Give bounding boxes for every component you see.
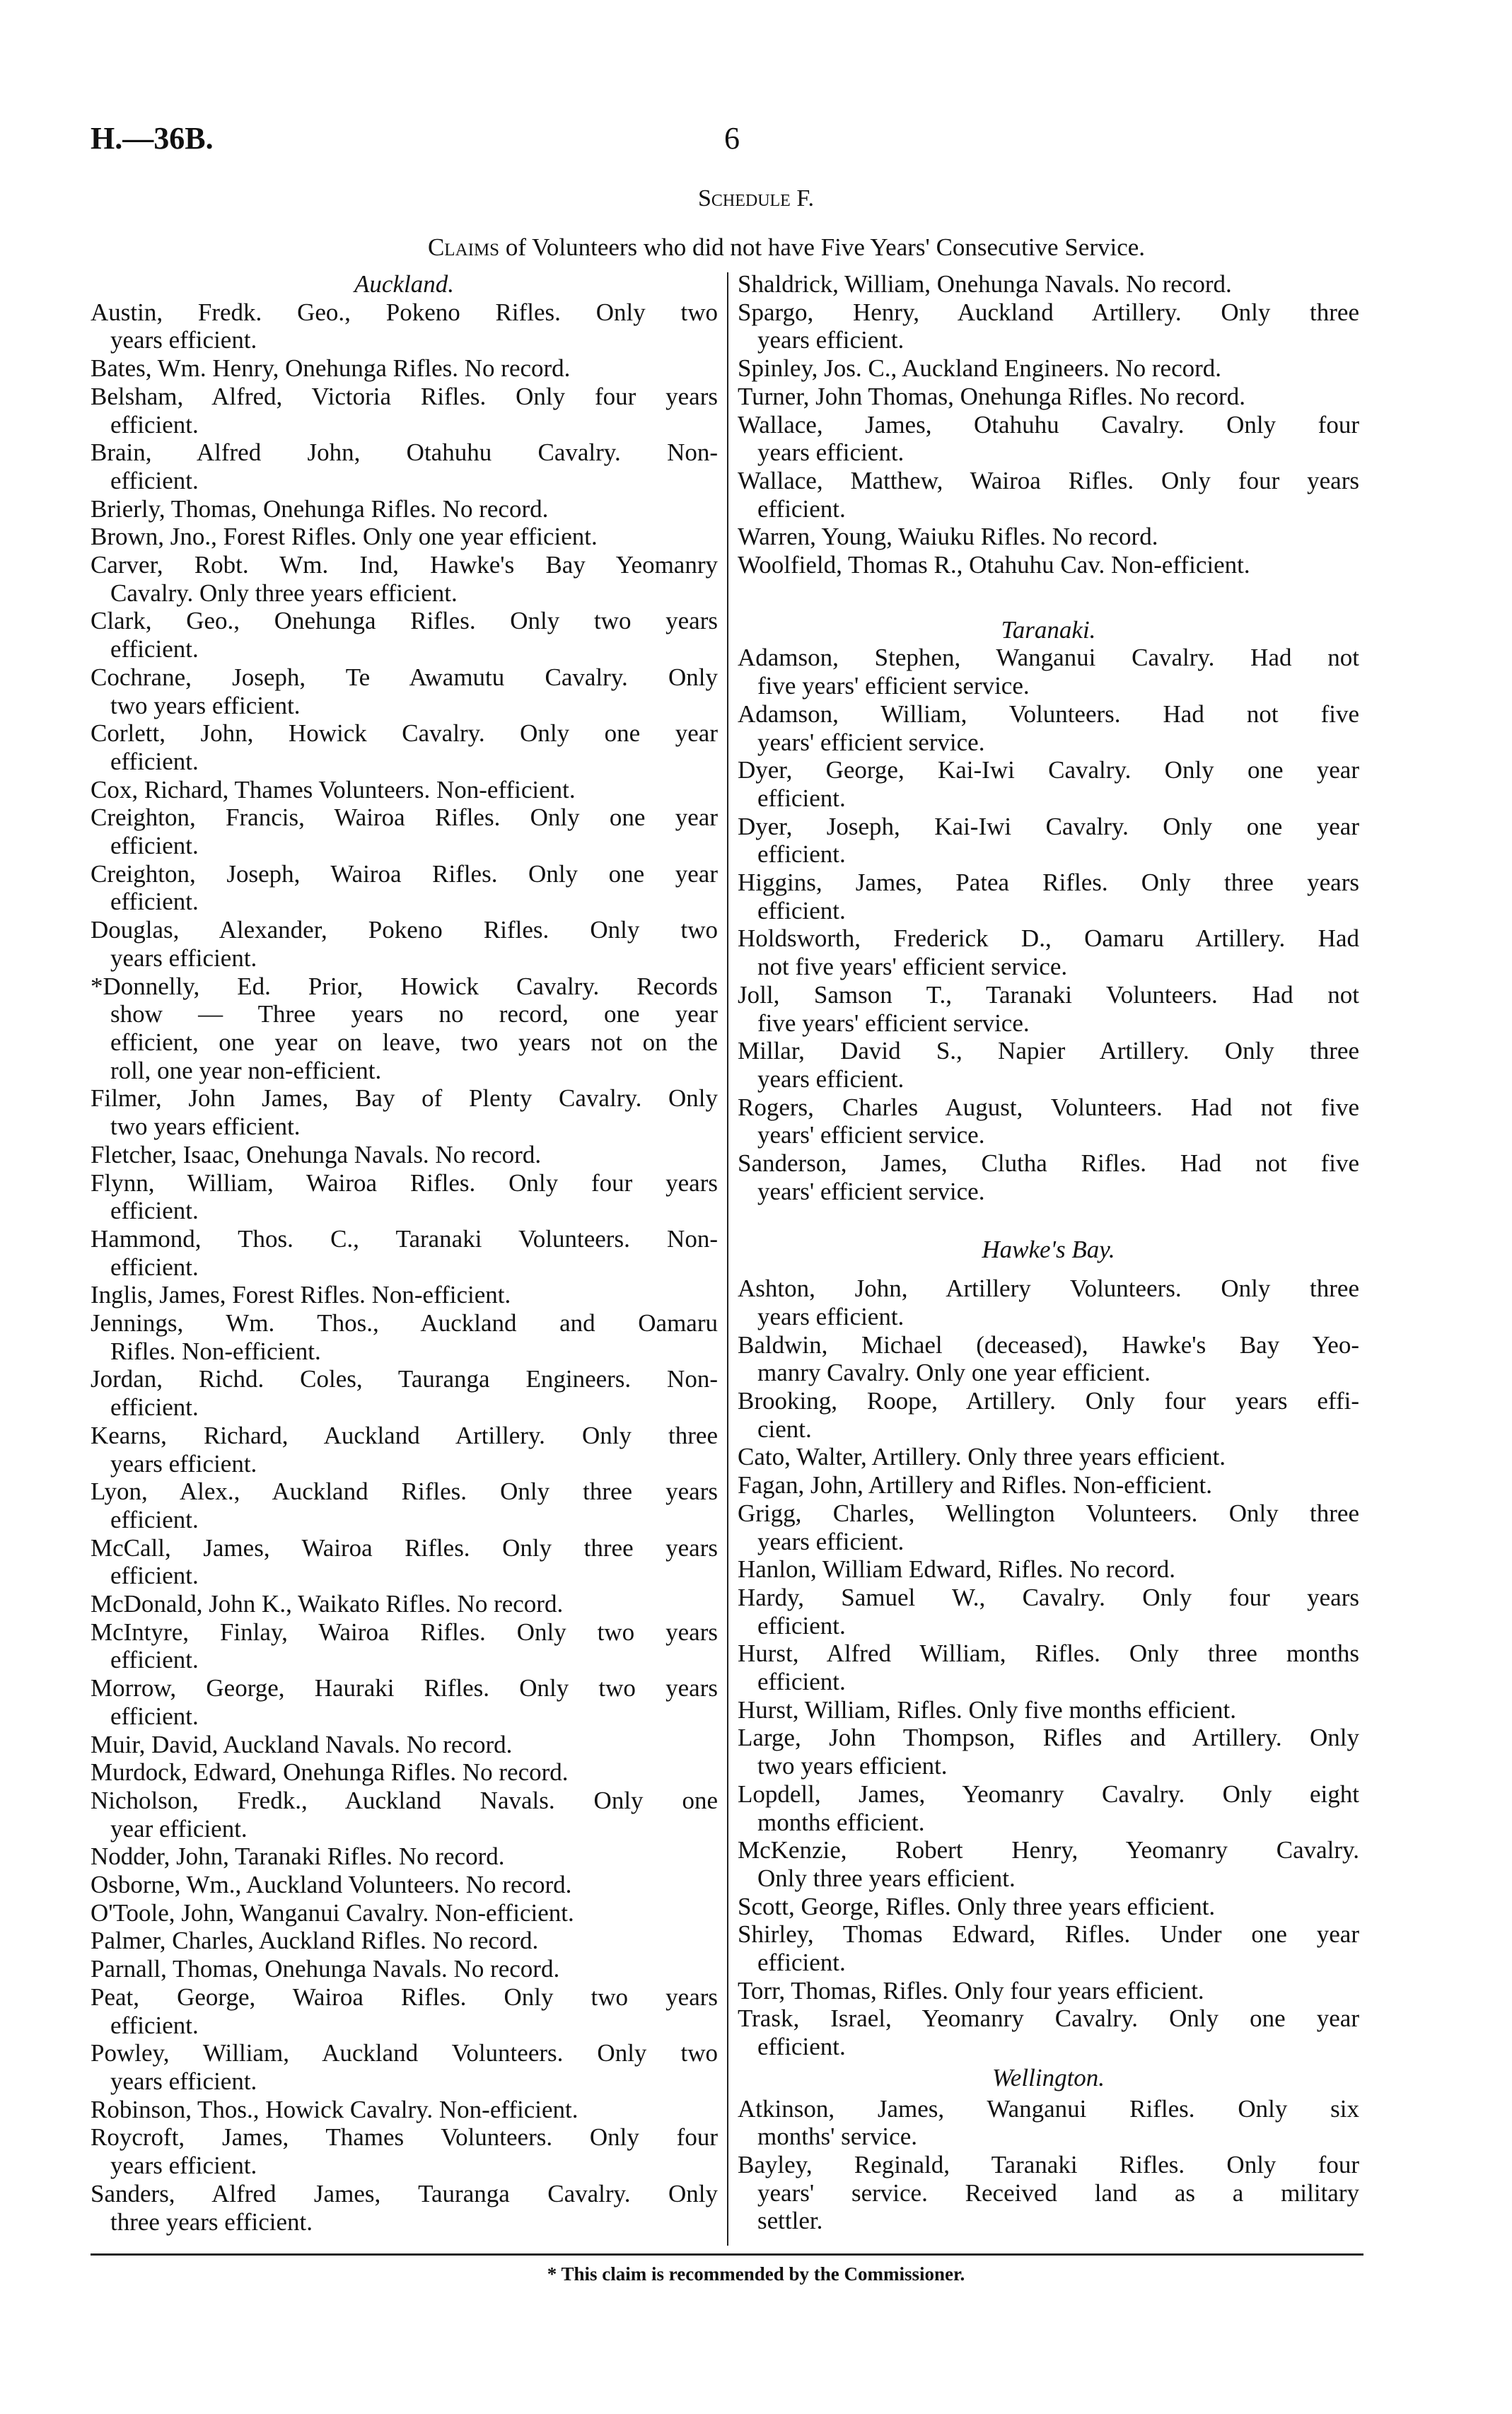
entry-line: Filmer, John James, Bay of Plenty Cavalry. Only <box>91 1084 718 1113</box>
entry-line: Sanders, Alfred James, Tauranga Cavalry. Only <box>91 2179 718 2207</box>
entry-line: years efficient. <box>110 1449 257 1478</box>
claim-entry <box>91 1731 718 1759</box>
entry-line: two years efficient. <box>110 1113 301 1141</box>
entry-line: Cox, Richard, Thames Volunteers. Non-efficient. <box>91 775 576 803</box>
claim-entry <box>91 523 718 551</box>
entry-line: manry Cavalry. Only one year efficient. <box>757 1359 1151 1387</box>
claim-entry <box>91 383 718 439</box>
entry-line: efficient. <box>757 896 846 924</box>
entry-line: years' service. Received land as a military <box>757 2178 1359 2207</box>
section-heading: Wellington. <box>991 2063 1105 2091</box>
entry-line: Trask, Israel, Yeomanry Cavalry. Only one year <box>738 2004 1359 2033</box>
entry-line: efficient. <box>110 2011 199 2039</box>
claim-entry <box>91 1084 718 1140</box>
entry-line: Millar, David S., Napier Artillery. Only three <box>738 1037 1359 1065</box>
entry-line: Osborne, Wm., Auckland Volunteers. No record. <box>91 1871 572 1899</box>
claim-entry <box>738 2095 1359 2151</box>
claim-entry <box>738 644 1359 700</box>
entry-line: efficient. <box>757 840 846 869</box>
entry-line: Adamson, Stephen, Wanganui Cavalry. Had not <box>738 644 1359 672</box>
claim-entry <box>91 1478 718 1533</box>
subtitle-text: of Volunteers who did not have Five Years' Consecutive Service. <box>499 233 1146 261</box>
entry-line: efficient. <box>110 1646 199 1674</box>
entry-line: Flynn, William, Wairoa Rifles. Only four years <box>91 1168 718 1197</box>
entry-line: Hurst, Alfred William, Rifles. Only three months <box>738 1640 1359 1668</box>
claim-entry <box>91 1955 718 1983</box>
claim-entry <box>738 924 1359 980</box>
entry-line: Rogers, Charles August, Volunteers. Had not five <box>738 1093 1359 1121</box>
entry-line: Rifles. Non-efficient. <box>110 1337 321 1365</box>
entry-line: O'Toole, John, Wanganui Cavalry. Non-efficient. <box>91 1898 574 1927</box>
entry-line: Bates, Wm. Henry, Onehunga Rifles. No record. <box>91 354 571 383</box>
entry-line: Palmer, Charles, Auckland Rifles. No record. <box>91 1927 539 1955</box>
claim-entry <box>91 1674 718 1730</box>
entry-line: Brooking, Roope, Artillery. Only four years effi- <box>738 1387 1359 1415</box>
entry-line: show — Three years no record, one year <box>110 1000 718 1028</box>
entry-line: years efficient. <box>110 2067 257 2095</box>
entry-line: Corlett, John, Howick Cavalry. Only one year <box>91 719 718 748</box>
entry-line: Hardy, Samuel W., Cavalry. Only four years <box>738 1583 1359 1611</box>
entry-line: Belsham, Alfred, Victoria Rifles. Only four years <box>91 382 718 410</box>
claim-entry <box>738 270 1359 298</box>
entry-line: Torr, Thomas, Rifles. Only four years efficient. <box>738 1976 1204 2004</box>
entry-line: Roycroft, James, Thames Volunteers. Only four <box>91 2123 718 2152</box>
entry-line: Wallace, James, Otahuhu Cavalry. Only four <box>738 410 1359 439</box>
claim-entry <box>91 1281 718 1309</box>
claim-entry <box>738 1471 1359 1499</box>
entry-line: years' efficient service. <box>757 728 985 756</box>
entry-line: Hanlon, William Edward, Rifles. No record. <box>738 1555 1176 1584</box>
entry-line: efficient. <box>110 410 199 439</box>
entry-line: efficient. <box>757 494 846 523</box>
claim-entry <box>738 1443 1359 1471</box>
claim-entry <box>91 607 718 663</box>
entry-line: Shaldrick, William, Onehunga Navals. No record. <box>738 270 1232 298</box>
entry-line: not five years' efficient service. <box>757 953 1068 981</box>
entry-line: Nicholson, Fredk., Auckland Navals. Only one <box>91 1786 718 1814</box>
claim-entry <box>91 1169 718 1225</box>
entry-line: efficient. <box>110 635 199 663</box>
entry-line: Wallace, Matthew, Wairoa Rifles. Only four years <box>738 466 1359 494</box>
entry-line: three years efficient. <box>110 2207 313 2236</box>
claim-entry <box>91 1365 718 1421</box>
claim-entry <box>91 1225 718 1281</box>
claim-entry <box>738 1977 1359 2005</box>
entry-line: Only three years efficient. <box>757 1864 1016 1892</box>
footnote: * This claim is recommended by the Commissioner. <box>547 2263 965 2285</box>
page-number: 6 <box>724 121 740 156</box>
column-divider <box>727 272 728 2246</box>
entry-line: Douglas, Alexander, Pokeno Rifles. Only two <box>91 916 718 944</box>
claim-entry <box>738 1275 1359 1330</box>
claim-entry <box>738 1640 1359 1695</box>
entry-line: five years' efficient service. <box>757 672 1030 700</box>
section <box>738 1236 1359 2061</box>
entry-line: two years efficient. <box>110 691 301 719</box>
claim-entry <box>91 1758 718 1787</box>
entry-line: years' efficient service. <box>757 1121 985 1149</box>
claim-entry <box>738 1387 1359 1443</box>
claim-entry <box>91 298 718 354</box>
claim-entry <box>91 1422 718 1478</box>
entry-line: Carver, Robt. Wm. Ind, Hawke's Bay Yeomanry <box>91 551 718 579</box>
entry-line: Brierly, Thomas, Onehunga Rifles. No record. <box>91 494 549 523</box>
entry-line: Robinson, Thos., Howick Cavalry. Non-efficient. <box>91 2095 578 2123</box>
claim-entry <box>738 756 1359 812</box>
section <box>738 616 1359 1206</box>
entry-line: Clark, Geo., Onehunga Rifles. Only two years <box>91 607 718 635</box>
entry-line: year efficient. <box>110 1814 248 1843</box>
entry-line: Lyon, Alex., Auckland Rifles. Only three years <box>91 1478 718 1506</box>
entry-line: Ashton, John, Artillery Volunteers. Only three <box>738 1275 1359 1303</box>
entry-line: years efficient. <box>757 1302 905 1330</box>
entry-line: Hurst, William, Rifles. Only five months efficient. <box>738 1695 1236 1724</box>
claim-entry <box>91 663 718 719</box>
claim-entry <box>738 981 1359 1037</box>
entry-line: efficient. <box>110 888 199 916</box>
entry-line: Spargo, Henry, Auckland Artillery. Only three <box>738 298 1359 326</box>
claim-entry <box>738 1331 1359 1387</box>
entry-line: years efficient. <box>757 1527 905 1555</box>
entry-line: efficient. <box>110 1253 199 1281</box>
entry-line: Jennings, Wm. Thos., Auckland and Oamaru <box>91 1309 718 1337</box>
entry-line: Fletcher, Isaac, Onehunga Navals. No record. <box>91 1140 542 1168</box>
entry-line: Higgins, James, Patea Rifles. Only three years <box>738 869 1359 897</box>
entry-line: five years' efficient service. <box>757 1009 1030 1037</box>
claim-entry <box>738 1555 1359 1584</box>
claim-entry <box>738 1584 1359 1640</box>
claim-entry <box>91 439 718 494</box>
entry-line: Brain, Alfred John, Otahuhu Cavalry. Non- <box>91 439 718 467</box>
claim-entry <box>91 719 718 775</box>
claim-entry <box>738 298 1359 354</box>
section-heading: Auckland. <box>354 270 454 298</box>
claim-entry <box>738 1893 1359 1921</box>
claim-entry <box>738 813 1359 869</box>
entry-line: Austin, Fredk. Geo., Pokeno Rifles. Only two <box>91 298 718 326</box>
entry-line: Bayley, Reginald, Taranaki Rifles. Only four <box>738 2151 1359 2178</box>
claim-entry <box>91 2039 718 2095</box>
claim-entry <box>91 551 718 607</box>
entry-line: Adamson, William, Volunteers. Had not five <box>738 700 1359 728</box>
claim-entry <box>738 1037 1359 1093</box>
entry-line: Hammond, Thos. C., Taranaki Volunteers. Non- <box>91 1224 718 1253</box>
claim-entry <box>738 523 1359 551</box>
claim-entry <box>738 700 1359 756</box>
entry-line: Brown, Jno., Forest Rifles. Only one year efficient. <box>91 523 598 551</box>
entry-line: Turner, John Thomas, Onehunga Rifles. No record. <box>738 382 1245 410</box>
entry-line: roll, one year non-efficient. <box>110 1056 382 1084</box>
entry-line: Muir, David, Auckland Navals. No record. <box>91 1730 513 1758</box>
left-column <box>91 270 718 2236</box>
claim-entry <box>91 354 718 383</box>
entry-line: *Donnelly, Ed. Prior, Howick Cavalry. Records <box>91 972 718 1000</box>
entry-line: years efficient. <box>757 326 905 354</box>
entry-line: cient. <box>757 1415 812 1443</box>
claim-entry <box>738 411 1359 467</box>
entry-line: efficient. <box>110 832 199 860</box>
entry-line: settler. <box>757 2207 823 2235</box>
claim-entry <box>738 551 1359 579</box>
entry-line: Scott, George, Rifles. Only three years efficient. <box>738 1892 1216 1920</box>
subtitle-claims-word: Claims <box>427 233 500 261</box>
section <box>91 270 718 2236</box>
entry-line: Kearns, Richard, Auckland Artillery. Only three <box>91 1421 718 1449</box>
entry-line: years efficient. <box>757 1064 905 1093</box>
entry-line: Creighton, Joseph, Wairoa Rifles. Only one year <box>91 859 718 888</box>
claim-entry <box>91 973 718 1085</box>
entry-line: Sanderson, James, Clutha Rifles. Had not five <box>738 1149 1359 1178</box>
entry-line: efficient, one year on leave, two years not on the <box>110 1028 718 1056</box>
entry-line: efficient. <box>110 1197 199 1225</box>
entry-line: years' efficient service. <box>757 1177 985 1205</box>
claim-entry <box>91 1871 718 1899</box>
section-heading: Taranaki. <box>1001 615 1096 644</box>
entry-line: Murdock, Edward, Onehunga Rifles. No record. <box>91 1758 569 1787</box>
claim-entry <box>738 1093 1359 1149</box>
claim-entry <box>91 1309 718 1365</box>
entry-line: Dyer, George, Kai-Iwi Cavalry. Only one year <box>738 756 1359 784</box>
entry-line: years efficient. <box>110 326 257 354</box>
entry-line: Peat, George, Wairoa Rifles. Only two years <box>91 1983 718 2011</box>
entry-line: Inglis, James, Forest Rifles. Non-efficient. <box>91 1281 511 1309</box>
entry-line: efficient. <box>757 784 846 812</box>
claim-entry <box>91 1927 718 1955</box>
entry-line: years efficient. <box>757 439 905 467</box>
entry-line: Joll, Samson T., Taranaki Volunteers. Had not <box>738 980 1359 1009</box>
entry-line: Grigg, Charles, Wellington Volunteers. Only three <box>738 1499 1359 1527</box>
claim-entry <box>91 2123 718 2179</box>
entry-line: efficient. <box>110 466 199 494</box>
document-reference: H.—36B. <box>91 121 214 156</box>
entry-line: Powley, William, Auckland Volunteers. Only two <box>91 2039 718 2067</box>
claim-entry <box>91 1590 718 1618</box>
entry-line: Lopdell, James, Yeomanry Cavalry. Only eight <box>738 1780 1359 1808</box>
right-column <box>738 270 1359 2235</box>
claim-entry <box>91 1141 718 1169</box>
entry-line: Fagan, John, Artillery and Rifles. Non-efficient. <box>738 1471 1213 1499</box>
entry-line: Morrow, George, Hauraki Rifles. Only two years <box>91 1674 718 1702</box>
claim-entry <box>91 776 718 804</box>
claim-entry <box>738 869 1359 924</box>
claim-entry <box>738 383 1359 411</box>
section <box>738 2064 1359 2235</box>
claim-entry <box>738 1724 1359 1780</box>
claim-entry <box>91 1843 718 1871</box>
entry-line: Shirley, Thomas Edward, Rifles. Under one year <box>738 1920 1359 1949</box>
section-heading: Hawke's Bay. <box>982 1235 1115 1263</box>
claim-entry <box>91 1618 718 1674</box>
entry-line: efficient. <box>757 1611 846 1640</box>
entry-line: efficient. <box>757 1949 846 1977</box>
schedule-subtitle <box>0 233 1512 262</box>
claim-entry <box>91 916 718 972</box>
schedule-title: Schedule F. <box>697 185 815 211</box>
entry-line: efficient. <box>110 1562 199 1590</box>
footnote-rule <box>91 2253 1363 2256</box>
entry-line: months efficient. <box>757 1808 925 1836</box>
claim-entry <box>91 495 718 523</box>
entry-line: efficient. <box>110 747 199 775</box>
entry-line: Nodder, John, Taranaki Rifles. No record. <box>91 1843 505 1871</box>
entry-line: efficient. <box>110 1505 199 1533</box>
entry-line: McDonald, John K., Waikato Rifles. No record. <box>91 1590 564 1618</box>
entry-line: Dyer, Joseph, Kai-Iwi Cavalry. Only one year <box>738 812 1359 840</box>
entry-line: months' service. <box>757 2123 917 2151</box>
entry-line: efficient. <box>757 2033 846 2061</box>
entry-line: McKenzie, Robert Henry, Yeomanry Cavalry. <box>738 1836 1359 1864</box>
entry-line: Creighton, Francis, Wairoa Rifles. Only one year <box>91 803 718 832</box>
entry-line: years efficient. <box>110 2152 257 2180</box>
entry-line: Cavalry. Only three years efficient. <box>110 579 458 607</box>
entry-line: Baldwin, Michael (deceased), Hawke's Bay Yeo- <box>738 1330 1359 1359</box>
entry-line: Warren, Young, Waiuku Rifles. No record. <box>738 523 1158 551</box>
entry-line: Cato, Walter, Artillery. Only three years efficient. <box>738 1443 1226 1471</box>
claim-entry <box>738 1836 1359 1892</box>
claim-entry <box>738 2004 1359 2060</box>
entry-line: efficient. <box>757 1668 846 1696</box>
claim-entry <box>738 1499 1359 1555</box>
entry-line: two years efficient. <box>757 1752 948 1780</box>
claim-entry <box>738 1780 1359 1836</box>
entry-line: Jordan, Richd. Coles, Tauranga Engineers. Non- <box>91 1365 718 1393</box>
entry-line: Holdsworth, Frederick D., Oamaru Artillery. Had <box>738 924 1359 953</box>
entry-line: Atkinson, James, Wanganui Rifles. Only six <box>738 2094 1359 2123</box>
claim-entry <box>738 1920 1359 1976</box>
claim-entry <box>738 467 1359 523</box>
claim-entry <box>738 354 1359 383</box>
entry-line: McCall, James, Wairoa Rifles. Only three years <box>91 1533 718 1562</box>
claim-entry <box>91 1899 718 1927</box>
claim-entry <box>91 1787 718 1843</box>
entry-line: Spinley, Jos. C., Auckland Engineers. No record. <box>738 354 1222 383</box>
entry-line: Woolfield, Thomas R., Otahuhu Cav. Non-efficient. <box>738 551 1250 579</box>
entry-line: Large, John Thompson, Rifles and Artillery. Only <box>738 1724 1359 1752</box>
section <box>738 270 1359 579</box>
claim-entry <box>738 1696 1359 1724</box>
entry-line: Parnall, Thomas, Onehunga Navals. No record. <box>91 1955 560 1983</box>
claim-entry <box>91 2096 718 2124</box>
claim-entry <box>91 860 718 916</box>
claim-entry <box>91 1983 718 2039</box>
entry-line: Cochrane, Joseph, Te Awamutu Cavalry. Only <box>91 663 718 691</box>
claim-entry <box>738 2151 1359 2235</box>
claim-entry <box>91 803 718 859</box>
claim-entry <box>738 1149 1359 1205</box>
entry-line: efficient. <box>110 1702 199 1730</box>
claim-entry <box>91 2180 718 2236</box>
entry-line: years efficient. <box>110 944 257 972</box>
entry-line: McIntyre, Finlay, Wairoa Rifles. Only two years <box>91 1618 718 1646</box>
claim-entry <box>91 1534 718 1590</box>
entry-line: efficient. <box>110 1393 199 1422</box>
